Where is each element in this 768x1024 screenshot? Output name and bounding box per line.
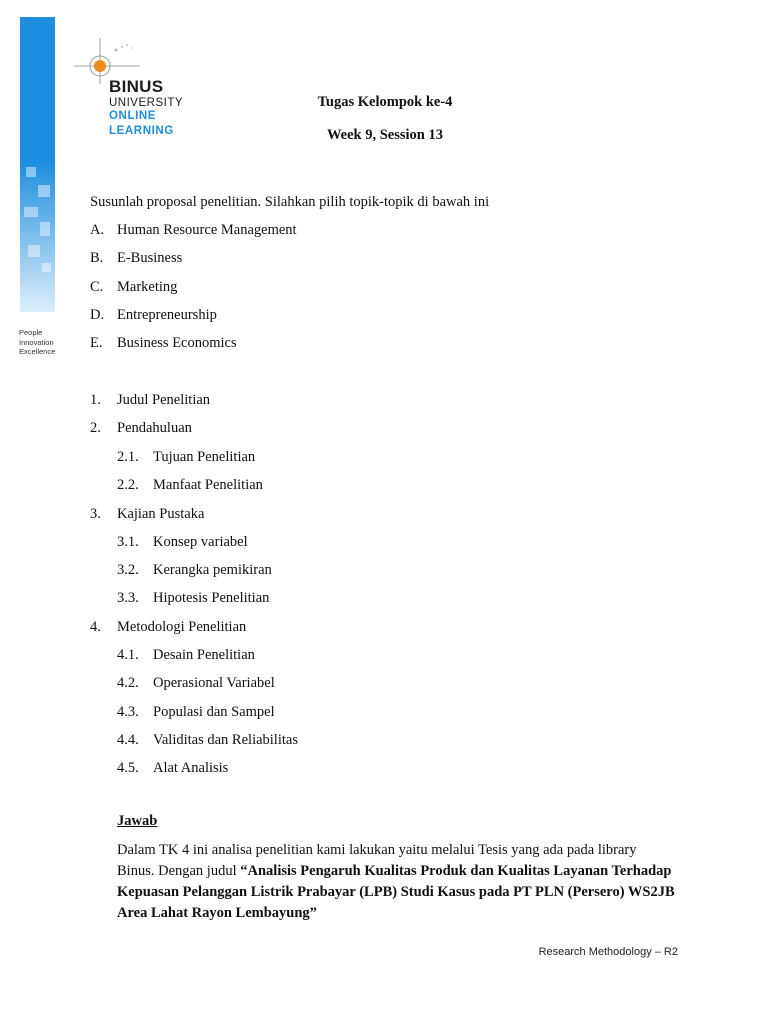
topic-item: Entrepreneurship (117, 307, 217, 323)
outline-subitem: Kerangka pemikiran (153, 562, 272, 578)
topic-item: Marketing (117, 279, 178, 295)
answer-text: Dalam TK 4 ini analisa penelitian kami lakukan yaitu melalui Tesis yang ada pada library Binus. Dengan judul (117, 842, 637, 879)
logo-text-online: ONLINE (109, 110, 157, 122)
outline-subnumber: 4.5. (117, 760, 139, 776)
logo-text-binus: BINUS (109, 77, 164, 96)
outline-number: 1. (90, 392, 101, 408)
document-title: Tugas Kelompok ke-4 (317, 94, 453, 110)
outline-subitem: Operasional Variabel (153, 675, 275, 691)
outline-subitem: Konsep variabel (153, 534, 248, 550)
topic-item: E-Business (117, 250, 183, 266)
outline-subnumber: 3.1. (117, 534, 139, 550)
outline-subitem: Validitas dan Reliabilitas (153, 732, 298, 748)
tagline-line: People (19, 328, 43, 337)
outline-subnumber: 4.2. (117, 675, 139, 691)
outline-subitem: Hipotesis Penelitian (153, 590, 270, 606)
outline-subitem: Alat Analisis (153, 760, 229, 776)
outline-subnumber: 4.1. (117, 647, 139, 663)
topic-item: Business Economics (117, 335, 237, 351)
outline-subnumber: 4.4. (117, 732, 139, 748)
topic-marker: C. (90, 279, 104, 295)
outline-subitem: Populasi dan Sampel (153, 704, 275, 720)
topic-marker: E. (90, 335, 103, 351)
outline-subitem: Manfaat Penelitian (153, 477, 263, 493)
outline-subnumber: 2.1. (117, 449, 139, 465)
university-tagline (19, 328, 69, 357)
topic-marker: B. (90, 250, 104, 266)
outline-number: 3. (90, 506, 101, 522)
topic-item: Human Resource Management (117, 222, 297, 238)
session-subtitle: Week 9, Session 13 (326, 127, 443, 143)
topic-marker: A. (90, 222, 105, 238)
logo-text-university: UNIVERSITY (109, 97, 184, 109)
brand-side-strip (20, 17, 55, 312)
tagline-line: Excellence (19, 347, 56, 356)
outline-item: Judul Penelitian (117, 392, 211, 408)
outline-subitem: Desain Penelitian (153, 647, 255, 663)
intro-text: Susunlah proposal penelitian. Silahkan pilih topik-topik di bawah ini (90, 194, 490, 210)
binus-logo (72, 36, 202, 146)
outline-item: Kajian Pustaka (117, 506, 205, 522)
answer-paragraph (117, 840, 677, 924)
page-footer: Research Methodology – R2 (538, 946, 678, 958)
tagline-line: Innovation (19, 337, 54, 347)
logo-text-learning: LEARNING (109, 125, 174, 137)
outline-item: Pendahuluan (117, 420, 192, 436)
outline-item: Metodologi Penelitian (117, 619, 247, 635)
topic-marker: D. (90, 307, 105, 323)
thesis-title: “Analisis Pengaruh Kualitas Produk dan Kualitas Layanan Terhadap Kepuasan Pelanggan Listrik Prabayar (LPB) Studi Kasus pada PT PLN (Persero) WS2JB Area Lahat Rayon Lembayung” (117, 863, 675, 921)
outline-subnumber: 4.3. (117, 704, 139, 720)
outline-subnumber: 3.3. (117, 590, 139, 606)
answer-heading: Jawab (117, 813, 158, 829)
outline-number: 4. (90, 619, 101, 635)
outline-subitem: Tujuan Penelitian (153, 449, 256, 465)
outline-number: 2. (90, 420, 101, 436)
outline-subnumber: 3.2. (117, 562, 139, 578)
outline-subnumber: 2.2. (117, 477, 139, 493)
